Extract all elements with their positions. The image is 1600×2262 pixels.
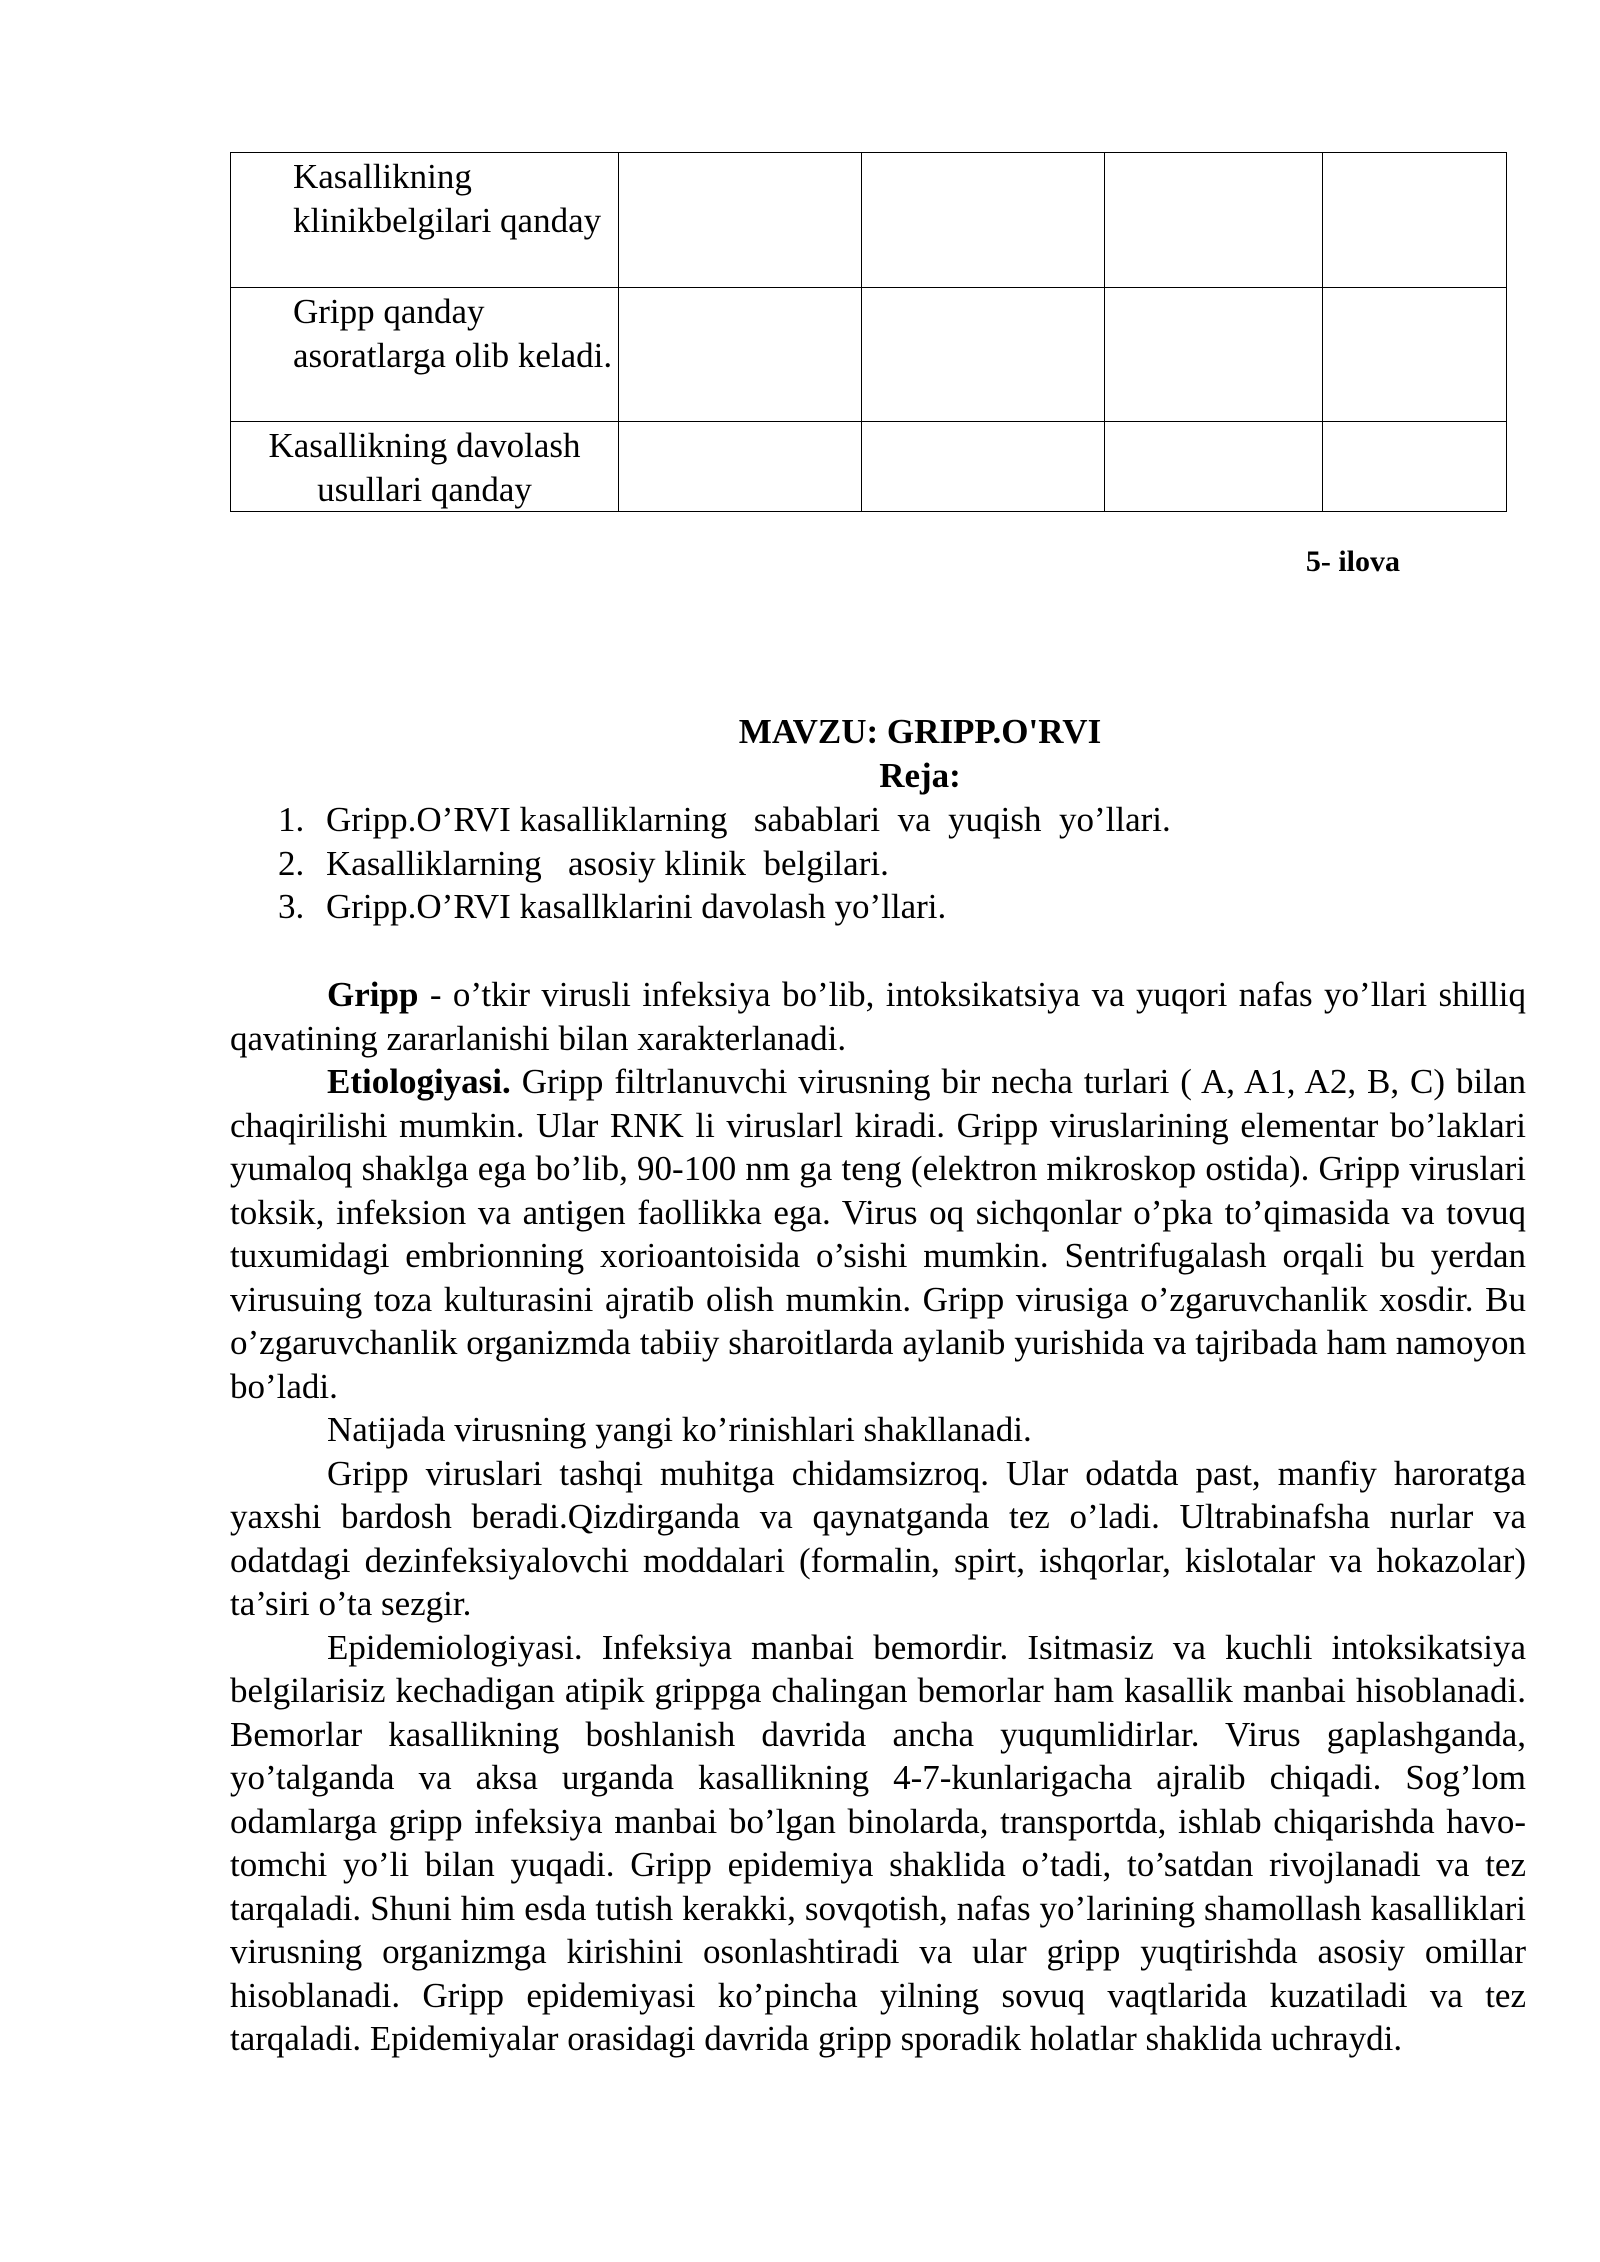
paragraph-variants: Natijada virusning yangi ko’rinishlari shakllanadi. bbox=[327, 1410, 1032, 1449]
paragraph-etiology bbox=[230, 1060, 1526, 1408]
paragraph-epidemiology: Epidemiologiyasi. Infeksiya manbai bemordir. Isitmasiz va kuchli intoksikatsiya belgilarisiz kechadigan atipik grippga chalingan bemorlar ham kasallik manbai hisoblanadi. Bemorlar kasallikning boshlanish davrida ancha yuqumlidirlar. Virus gaplashganda, yo’talganda va aksa urganda kasallikning 4-7-kunlarigacha ajralib chiqadi. Sog’lom odamlarga gripp infeksiya manbai bo’lgan binolarda, transportda, ishlab chiqarishda havo-tomchi yo’li bilan yuqadi. Gripp epidemiya shaklida o’tadi, to’satdan rivojlanadi va tez tarqaladi. Shuni him esda tutish kerakki, sovqotish, nafas yo’larining shamollash kasalliklari virusning organizmga kirishini osonlashtiradi va ular gripp yuqtirishda asosiy omillar hisoblanadi. Gripp epidemiyasi ko’pincha yilning sovuq vaqtlarida kuzatiladi va tez tarqaladi. Epidemiyalar orasidagi davrida gripp sporadik holatlar shaklida uchraydi. bbox=[230, 1627, 1526, 2058]
plan-item-text: Gripp.O’RVI kasallklarini davolash yo’llari. bbox=[326, 887, 947, 926]
table-cell-question bbox=[231, 288, 619, 422]
paragraph-text: - o’tkir virusli infeksiya bo’lib, intoksikatsiya va yuqori nafas yo’llari shilliq qavatining zararlanishi bilan xarakterlanadi. bbox=[230, 975, 1526, 1058]
table-cell-empty bbox=[1323, 422, 1507, 512]
plan-item bbox=[270, 842, 1171, 886]
table-row bbox=[231, 288, 1507, 422]
plan-title: Reja: bbox=[879, 756, 961, 795]
body-text bbox=[230, 973, 1526, 2061]
appendix-label: 5- ilova bbox=[1305, 545, 1400, 578]
plan-list bbox=[270, 798, 1171, 929]
plan-item-number: 1. bbox=[278, 800, 305, 839]
table-cell-empty bbox=[619, 288, 862, 422]
table-cell-empty bbox=[1105, 153, 1323, 288]
paragraph-resistance: Gripp viruslari tashqi muhitga chidamsizroq. Ular odatda past, manfiy haroratga yaxshi bardosh beradi.Qizdirganda va qaynatganda tez o’ladi. Ultrabinafsha nurlar va odatdagi dezinfeksiyalovchi moddalari (formalin, spirt, ishqorlar, kislotalar va hokazolar) ta’siri o’ta sezgir. bbox=[230, 1453, 1526, 1623]
term-etiology: Etiologiyasi. bbox=[327, 1062, 511, 1101]
topic-title: MAVZU: GRIPP.O'RVI bbox=[738, 712, 1102, 751]
table-cell-question bbox=[231, 153, 619, 288]
table-cell-empty bbox=[862, 153, 1105, 288]
plan-item bbox=[270, 885, 1171, 929]
question-table bbox=[230, 152, 1507, 512]
table-cell-empty bbox=[862, 422, 1105, 512]
table-cell-empty bbox=[1323, 288, 1507, 422]
plan-item-number: 2. bbox=[278, 843, 305, 883]
table-cell-empty bbox=[1323, 153, 1507, 288]
table-cell-empty bbox=[619, 422, 862, 512]
table-row bbox=[231, 422, 1507, 512]
paragraph-definition bbox=[230, 973, 1526, 1060]
question-text: Kasallikning klinikbelgilari qanday bbox=[293, 157, 602, 240]
table-cell-empty bbox=[1105, 288, 1323, 422]
table-cell-question bbox=[231, 422, 619, 512]
table-cell-empty bbox=[619, 153, 862, 288]
plan-item-text: Gripp.O’RVI kasalliklarning sabablari va yuqish yo’llari. bbox=[326, 800, 1171, 839]
table-cell-empty bbox=[862, 288, 1105, 422]
paragraph-text: Gripp filtrlanuvchi virusning bir necha turlari ( A, A1, A2, B, C) bilan chaqirilishi mumkin. Ular RNK li viruslarl kiradi. Gripp viruslarining elementar bo’laklari yumaloq shaklga ega bo’lib, 90-100 nm ga teng (elektron mikroskop ostida). Gripp viruslari toksik, infeksion va antigen faollikka ega. Virus oq sichqonlar o’pka to’qimasida va tovuq tuxumidagi embrionning xorioantoisida o’sishi mumkin. Sentrifugalash orqali bu yerdan virusuing toza kulturasini ajratib olish mumkin. Gripp virusiga o’zgaruvchanlik xosdir. Bu o’zgaruvchanlik organizmda tabiiy sharoitlarda aylanib yurishida va tajribada ham namoyon bo’ladi. bbox=[230, 1062, 1526, 1406]
plan-item-text: Kasalliklarning asosiy klinik belgilari. bbox=[326, 843, 889, 883]
term-gripp: Gripp bbox=[327, 975, 419, 1014]
question-text: Gripp qanday asoratlarga olib keladi. bbox=[293, 292, 613, 375]
table-cell-empty bbox=[1105, 422, 1323, 512]
plan-item bbox=[270, 798, 1171, 842]
plan-item-number: 3. bbox=[278, 887, 305, 926]
table-row bbox=[231, 153, 1507, 288]
question-text: Kasallikning davolash usullari qanday bbox=[268, 426, 581, 509]
